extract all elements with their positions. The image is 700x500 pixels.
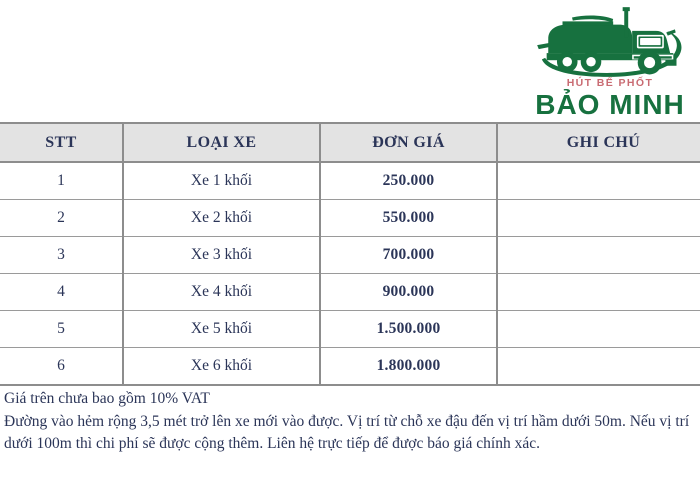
cell-stt: 3 — [0, 237, 123, 274]
cell-don-gia: 1.500.000 — [320, 311, 497, 348]
note-detail: Đường vào hẻm rộng 3,5 mét trở lên xe mới vào được. Vị trí từ chỗ xe đậu đến vị trí hầm dưới 50m. Nếu vị trí dưới 100m thì chi phí sẽ được cộng thêm. Liên hệ trực tiếp để được báo giá chính xác. — [4, 413, 694, 452]
cell-loai-xe: Xe 1 khối — [123, 162, 320, 200]
cell-ghi-chu — [497, 348, 700, 386]
cell-ghi-chu — [497, 200, 700, 237]
cell-ghi-chu — [497, 274, 700, 311]
table-header-row — [0, 123, 700, 162]
column-header-stt: STT — [0, 123, 123, 162]
table-body — [0, 162, 700, 385]
septic-truck-icon — [530, 4, 690, 80]
cell-don-gia: 700.000 — [320, 237, 497, 274]
cell-don-gia: 550.000 — [320, 200, 497, 237]
cell-stt: 2 — [0, 200, 123, 237]
cell-loai-xe: Xe 2 khối — [123, 200, 320, 237]
company-logo — [524, 4, 696, 124]
cell-don-gia: 900.000 — [320, 274, 497, 311]
column-header-loai-xe: LOẠI XE — [123, 123, 320, 162]
column-header-don-gia: ĐƠN GIÁ — [320, 123, 497, 162]
cell-don-gia: 1.800.000 — [320, 348, 497, 386]
cell-loai-xe: Xe 6 khối — [123, 348, 320, 386]
table-row — [0, 200, 700, 237]
logo-brand-name: BẢO MINH — [535, 88, 685, 120]
cell-loai-xe: Xe 4 khối — [123, 274, 320, 311]
cell-stt: 5 — [0, 311, 123, 348]
table-row — [0, 274, 700, 311]
cell-stt: 1 — [0, 162, 123, 200]
note-vat: Giá trên chưa bao gồm 10% VAT — [4, 390, 210, 407]
logo-tagline: HÚT BỂ PHỐT — [566, 77, 654, 89]
cell-ghi-chu — [497, 162, 700, 200]
table-row — [0, 162, 700, 200]
table-header — [0, 123, 700, 162]
column-header-ghi-chu: GHI CHÚ — [497, 123, 700, 162]
cell-stt: 4 — [0, 274, 123, 311]
cell-loai-xe: Xe 3 khối — [123, 237, 320, 274]
cell-ghi-chu — [497, 311, 700, 348]
cell-loai-xe: Xe 5 khối — [123, 311, 320, 348]
cell-stt: 6 — [0, 348, 123, 386]
cell-don-gia: 250.000 — [320, 162, 497, 200]
price-table — [0, 122, 700, 386]
table-row — [0, 237, 700, 274]
table-row — [0, 348, 700, 386]
table-row — [0, 311, 700, 348]
cell-ghi-chu — [497, 237, 700, 274]
footer-notes — [0, 386, 700, 455]
